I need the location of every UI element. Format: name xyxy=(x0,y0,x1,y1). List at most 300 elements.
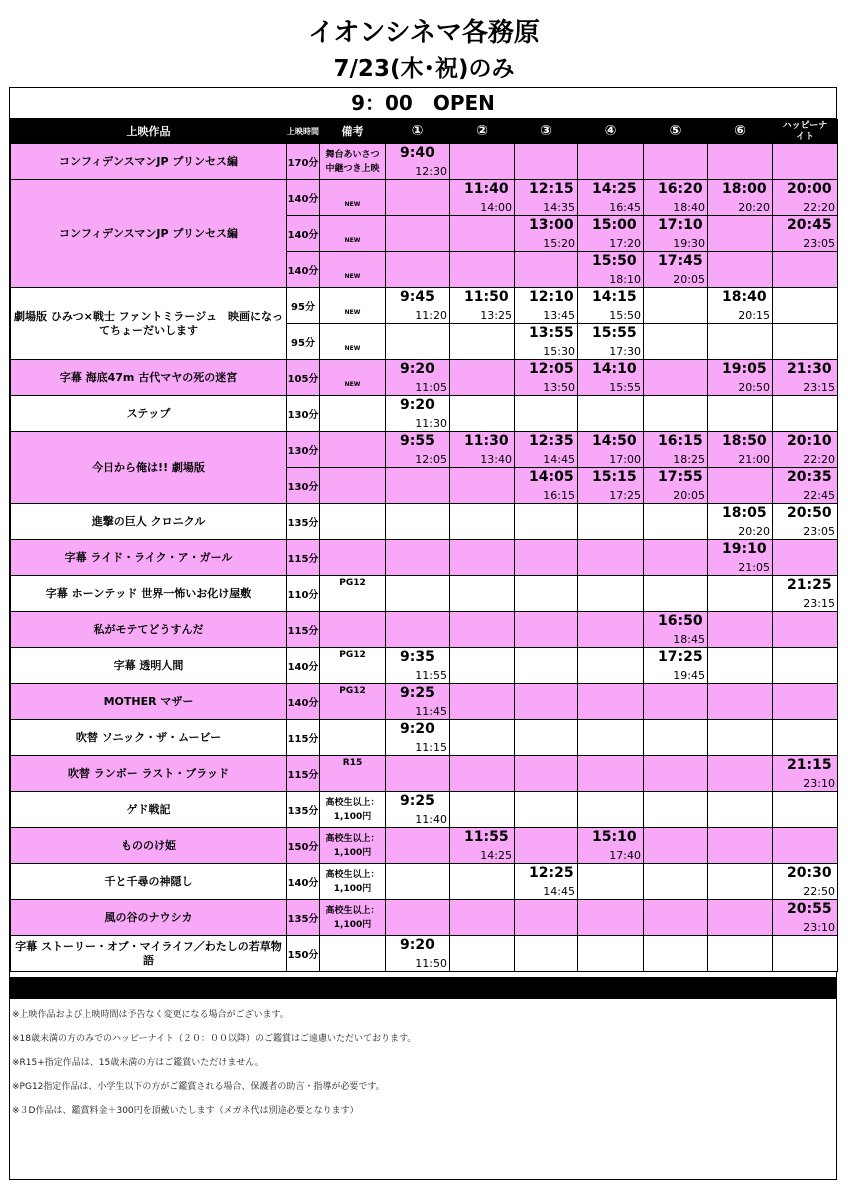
showtime-slot xyxy=(450,648,515,684)
showtime-slot[interactable] xyxy=(515,216,578,252)
showtime-slot xyxy=(386,468,450,504)
showtime-slot[interactable] xyxy=(773,432,838,468)
end-time: 23:10 xyxy=(803,921,835,934)
note xyxy=(320,792,386,828)
end-time: 13:50 xyxy=(543,381,575,394)
end-time: 15:55 xyxy=(609,381,641,394)
start-time: 11:30 xyxy=(464,433,509,449)
showtime-slot[interactable] xyxy=(578,180,644,216)
end-time: 23:15 xyxy=(803,597,835,610)
start-time: 14:15 xyxy=(592,289,637,305)
note-text: NEW xyxy=(344,309,361,316)
start-time: 18:00 xyxy=(722,181,767,197)
showtime-slot[interactable] xyxy=(386,720,450,756)
showtime-slot xyxy=(450,144,515,180)
showtime-slot xyxy=(578,684,644,720)
schedule-row xyxy=(11,144,838,180)
end-time: 18:25 xyxy=(673,453,705,466)
note xyxy=(320,612,386,648)
movie-title: 字幕 ライド・ライク・ア・ガール xyxy=(11,540,287,576)
end-time: 20:50 xyxy=(738,381,770,394)
note xyxy=(320,756,386,792)
showtime-slot xyxy=(515,684,578,720)
showtime-slot[interactable] xyxy=(450,180,515,216)
showtime-slot[interactable] xyxy=(708,504,773,540)
showtime-slot[interactable] xyxy=(578,432,644,468)
footer-bar xyxy=(10,977,837,999)
note xyxy=(320,396,386,432)
showtime-slot xyxy=(386,180,450,216)
movie-title: ステップ xyxy=(11,396,287,432)
note-line: ※R15+指定作品は、15歳未満の方はご鑑賞いただけません。 xyxy=(12,1058,264,1068)
showtime-slot[interactable] xyxy=(773,504,838,540)
showtime-slot xyxy=(386,756,450,792)
showtime-slot[interactable] xyxy=(450,828,515,864)
note-text: 1,100円 xyxy=(333,883,372,894)
showtime-slot[interactable] xyxy=(644,216,708,252)
showtime-slot xyxy=(450,684,515,720)
end-time: 23:05 xyxy=(803,525,835,538)
end-time: 23:05 xyxy=(803,237,835,250)
start-time: 11:50 xyxy=(464,289,509,305)
showtime-slot xyxy=(450,720,515,756)
start-time: 9:55 xyxy=(400,433,435,449)
header-title: 上映作品 xyxy=(11,120,287,144)
note xyxy=(320,900,386,936)
showtime-slot[interactable] xyxy=(578,360,644,396)
showtime-slot xyxy=(386,612,450,648)
end-time: 22:20 xyxy=(803,201,835,214)
showtime-slot xyxy=(450,540,515,576)
start-time: 9:25 xyxy=(400,685,435,701)
schedule-row xyxy=(11,396,838,432)
header-screen-4: ④ xyxy=(578,120,644,144)
showtime-slot xyxy=(644,684,708,720)
runtime: 140分 xyxy=(287,684,320,720)
movie-title: 劇場版 ひみつ×戦士 ファントミラージュ 映画になってちょーだいします xyxy=(11,288,287,360)
schedule-row xyxy=(11,684,838,720)
movie-title: 千と千尋の神隠し xyxy=(11,864,287,900)
showtime-slot xyxy=(708,216,773,252)
end-time: 11:45 xyxy=(415,705,447,718)
showtime-slot xyxy=(578,504,644,540)
showtime-slot xyxy=(708,792,773,828)
showtime-slot[interactable] xyxy=(708,432,773,468)
start-time: 21:30 xyxy=(787,361,832,377)
showtime-slot xyxy=(450,468,515,504)
showtime-slot xyxy=(515,792,578,828)
showtime-slot[interactable] xyxy=(386,792,450,828)
end-time: 19:45 xyxy=(673,669,705,682)
note-text: 1,100円 xyxy=(333,811,372,822)
start-time: 20:35 xyxy=(787,469,832,485)
showtime-slot xyxy=(773,648,838,684)
showtime-slot xyxy=(708,324,773,360)
showtime-slot[interactable] xyxy=(515,432,578,468)
showtime-slot xyxy=(578,648,644,684)
end-time: 16:45 xyxy=(609,201,641,214)
start-time: 9:35 xyxy=(400,649,435,665)
showtime-slot[interactable] xyxy=(708,180,773,216)
showtime-slot xyxy=(386,216,450,252)
start-time: 9:20 xyxy=(400,721,435,737)
showtime-slot xyxy=(450,252,515,288)
start-time: 20:30 xyxy=(787,865,832,881)
note xyxy=(320,144,386,180)
showtime-slot[interactable] xyxy=(578,252,644,288)
end-time: 22:50 xyxy=(803,885,835,898)
note xyxy=(320,432,386,468)
notes-block xyxy=(12,1003,832,1123)
cinema-title: イオンシネマ各務原 xyxy=(308,18,540,48)
showtime-slot xyxy=(644,540,708,576)
showtime-slot xyxy=(515,504,578,540)
showtime-slot[interactable] xyxy=(644,180,708,216)
showtime-slot[interactable] xyxy=(708,540,773,576)
note-text: 高校生以上： xyxy=(325,833,380,844)
note-line: ※PG12指定作品は、小学生以下の方がご鑑賞される場合、保護者の助言・指導が必要です。 xyxy=(12,1082,385,1092)
showtime-slot xyxy=(515,252,578,288)
showtime-slot xyxy=(773,612,838,648)
showtime-slot xyxy=(644,792,708,828)
showtime-slot[interactable] xyxy=(450,432,515,468)
showtime-slot xyxy=(450,792,515,828)
end-time: 21:00 xyxy=(738,453,770,466)
showtime-slot xyxy=(450,396,515,432)
showtime-slot xyxy=(644,756,708,792)
start-time: 9:40 xyxy=(400,145,435,161)
note-text: 高校生以上： xyxy=(325,797,380,808)
showtime-slot xyxy=(386,252,450,288)
end-time: 17:30 xyxy=(609,345,641,358)
showtime-slot xyxy=(450,864,515,900)
showtime-slot xyxy=(708,144,773,180)
showtime-slot xyxy=(644,396,708,432)
showtime-slot xyxy=(515,936,578,972)
showtime-slot[interactable] xyxy=(644,612,708,648)
showtime-slot[interactable] xyxy=(708,288,773,324)
showtime-slot[interactable] xyxy=(386,684,450,720)
schedule-row xyxy=(11,936,838,972)
showtime-slot xyxy=(386,576,450,612)
showtime-slot[interactable] xyxy=(773,180,838,216)
note-text: 舞台あいさつ xyxy=(325,149,380,160)
end-time: 17:40 xyxy=(609,849,641,862)
start-time: 17:10 xyxy=(658,217,703,233)
movie-title: コンフィデンスマンJP プリンセス編 xyxy=(11,144,287,180)
showtime-slot[interactable] xyxy=(515,180,578,216)
end-time: 14:45 xyxy=(543,453,575,466)
start-time: 15:00 xyxy=(592,217,637,233)
note-text: NEW xyxy=(344,381,361,388)
start-time: 15:50 xyxy=(592,253,637,269)
start-time: 16:50 xyxy=(658,613,703,629)
start-time: 12:35 xyxy=(529,433,574,449)
schedule-row xyxy=(11,432,838,468)
header-note: 備考 xyxy=(320,120,386,144)
end-time: 20:05 xyxy=(673,273,705,286)
start-time: 17:45 xyxy=(658,253,703,269)
header-screen-6: ⑥ xyxy=(708,120,773,144)
movie-title: 進撃の巨人 クロニクル xyxy=(11,504,287,540)
end-time: 20:20 xyxy=(738,201,770,214)
showtime-slot xyxy=(644,288,708,324)
schedule-row xyxy=(11,504,838,540)
end-time: 20:15 xyxy=(738,309,770,322)
runtime: 140分 xyxy=(287,864,320,900)
note xyxy=(320,936,386,972)
runtime: 130分 xyxy=(287,432,320,468)
start-time: 21:15 xyxy=(787,757,832,773)
showtime-slot xyxy=(644,864,708,900)
showtime-slot xyxy=(644,936,708,972)
end-time: 18:10 xyxy=(609,273,641,286)
showtime-slot[interactable] xyxy=(386,432,450,468)
header-screen-2: ② xyxy=(450,120,515,144)
end-time: 19:30 xyxy=(673,237,705,250)
showtime-slot[interactable] xyxy=(386,288,450,324)
start-time: 18:05 xyxy=(722,505,767,521)
note xyxy=(320,684,386,720)
movie-title: もののけ姫 xyxy=(11,828,287,864)
header-screen-1: ① xyxy=(386,120,450,144)
runtime: 95分 xyxy=(287,324,320,360)
note xyxy=(320,324,386,360)
showtime-slot[interactable] xyxy=(578,468,644,504)
start-time: 9:25 xyxy=(400,793,435,809)
note-line: ※上映作品および上映時間は予告なく変更になる場合がございます。 xyxy=(12,1010,289,1020)
showtime-slot xyxy=(773,684,838,720)
showtime-slot xyxy=(773,324,838,360)
movie-title: 字幕 ホーンテッド 世界一怖いお化け屋敷 xyxy=(11,576,287,612)
end-time: 11:40 xyxy=(415,813,447,826)
showtime-slot[interactable] xyxy=(578,216,644,252)
showtime-slot xyxy=(578,612,644,648)
showtime-slot[interactable] xyxy=(708,360,773,396)
start-time: 13:00 xyxy=(529,217,574,233)
showtime-slot[interactable] xyxy=(773,360,838,396)
showtime-slot xyxy=(773,936,838,972)
showtime-slot xyxy=(578,864,644,900)
showtime-slot[interactable] xyxy=(644,252,708,288)
showtime-slot xyxy=(578,900,644,936)
note-text: 1,100円 xyxy=(333,847,372,858)
end-time: 23:10 xyxy=(803,777,835,790)
start-time: 14:50 xyxy=(592,433,637,449)
end-time: 16:15 xyxy=(543,489,575,502)
showtime-slot xyxy=(708,900,773,936)
end-time: 12:05 xyxy=(415,453,447,466)
start-time: 14:10 xyxy=(592,361,637,377)
showtime-slot[interactable] xyxy=(386,360,450,396)
end-time: 14:00 xyxy=(480,201,512,214)
showtime-slot xyxy=(644,504,708,540)
runtime: 135分 xyxy=(287,504,320,540)
showtime-slot xyxy=(386,324,450,360)
schedule-row xyxy=(11,612,838,648)
showtime-slot xyxy=(515,720,578,756)
note xyxy=(320,504,386,540)
runtime: 150分 xyxy=(287,828,320,864)
showtime-slot[interactable] xyxy=(515,288,578,324)
end-time: 23:15 xyxy=(803,381,835,394)
note-text: PG12 xyxy=(339,578,366,588)
showtime-slot[interactable] xyxy=(515,324,578,360)
runtime: 140分 xyxy=(287,180,320,216)
showtime-slot xyxy=(450,936,515,972)
schedule-row xyxy=(11,828,838,864)
note xyxy=(320,180,386,216)
showtime-slot xyxy=(515,144,578,180)
start-time: 19:10 xyxy=(722,541,767,557)
end-time: 18:40 xyxy=(673,201,705,214)
movie-title: コンフィデンスマンJP プリンセス編 xyxy=(11,180,287,288)
header-screen-3: ③ xyxy=(515,120,578,144)
showtime-slot[interactable] xyxy=(578,828,644,864)
start-time: 12:10 xyxy=(529,289,574,305)
note xyxy=(320,864,386,900)
showtime-slot xyxy=(708,252,773,288)
showtime-slot[interactable] xyxy=(386,396,450,432)
showtime-slot xyxy=(578,144,644,180)
note xyxy=(320,252,386,288)
schedule-row xyxy=(11,180,838,216)
start-time: 12:05 xyxy=(529,361,574,377)
showtime-slot xyxy=(450,324,515,360)
schedule-row xyxy=(11,792,838,828)
showtime-slot[interactable] xyxy=(644,648,708,684)
showtime-slot xyxy=(773,792,838,828)
showtime-slot[interactable] xyxy=(773,576,838,612)
note-line: ※３D作品は、鑑賞料金＋300円を頂戴いたします（メガネ代は別途必要となります） xyxy=(12,1106,359,1116)
showtime-slot xyxy=(386,540,450,576)
end-time: 17:25 xyxy=(609,489,641,502)
end-time: 14:35 xyxy=(543,201,575,214)
note xyxy=(320,648,386,684)
showtime-slot xyxy=(578,540,644,576)
runtime: 140分 xyxy=(287,216,320,252)
start-time: 18:40 xyxy=(722,289,767,305)
end-time: 14:25 xyxy=(480,849,512,862)
showtime-slot xyxy=(578,396,644,432)
showtime-slot xyxy=(515,828,578,864)
showtime-slot xyxy=(708,576,773,612)
note xyxy=(320,216,386,252)
showtime-slot[interactable] xyxy=(578,288,644,324)
end-time: 21:05 xyxy=(738,561,770,574)
note xyxy=(320,576,386,612)
start-time: 14:05 xyxy=(529,469,574,485)
end-time: 13:25 xyxy=(480,309,512,322)
showtime-slot[interactable] xyxy=(773,468,838,504)
showtime-slot[interactable] xyxy=(515,468,578,504)
showtime-slot xyxy=(644,576,708,612)
showtime-slot xyxy=(773,144,838,180)
note-text: 高校生以上： xyxy=(325,905,380,916)
runtime: 135分 xyxy=(287,900,320,936)
movie-title: 今日から俺は!! 劇場版 xyxy=(11,432,287,504)
showtime-slot[interactable] xyxy=(773,216,838,252)
schedule-row xyxy=(11,864,838,900)
showtime-slot xyxy=(450,504,515,540)
showtime-slot xyxy=(515,756,578,792)
note xyxy=(320,540,386,576)
end-time: 20:05 xyxy=(673,489,705,502)
start-time: 14:25 xyxy=(592,181,637,197)
showtime-slot xyxy=(386,900,450,936)
note xyxy=(320,468,386,504)
showtime-slot[interactable] xyxy=(386,936,450,972)
showtime-slot[interactable] xyxy=(644,468,708,504)
start-time: 15:55 xyxy=(592,325,637,341)
showtime-slot xyxy=(450,900,515,936)
showtime-slot xyxy=(773,252,838,288)
showtime-slot xyxy=(644,720,708,756)
note-line: ※18歳未満の方のみでのハッピーナイト（２０：００以降）のご鑑賞はご遠慮いただいております。 xyxy=(12,1034,417,1044)
showtime-slot[interactable] xyxy=(450,288,515,324)
start-time: 12:25 xyxy=(529,865,574,881)
note xyxy=(320,288,386,324)
note-text: NEW xyxy=(344,345,361,352)
schedule-row xyxy=(11,360,838,396)
showtime-slot[interactable] xyxy=(773,864,838,900)
end-time: 22:45 xyxy=(803,489,835,502)
showtime-slot xyxy=(386,864,450,900)
end-time: 15:20 xyxy=(543,237,575,250)
showtime-slot xyxy=(578,936,644,972)
showtime-slot[interactable] xyxy=(386,648,450,684)
start-time: 11:55 xyxy=(464,829,509,845)
showtime-slot xyxy=(708,828,773,864)
showtime-slot xyxy=(773,828,838,864)
showtime-slot[interactable] xyxy=(515,360,578,396)
showtime-slot xyxy=(515,576,578,612)
showtime-slot[interactable] xyxy=(386,144,450,180)
note xyxy=(320,360,386,396)
runtime: 115分 xyxy=(287,612,320,648)
movie-title: 字幕 海底47m 古代マヤの死の迷宮 xyxy=(11,360,287,396)
end-time: 12:30 xyxy=(415,165,447,178)
start-time: 20:00 xyxy=(787,181,832,197)
end-time: 17:00 xyxy=(609,453,641,466)
note-text: PG12 xyxy=(339,686,366,696)
showtime-slot xyxy=(773,720,838,756)
start-time: 15:15 xyxy=(592,469,637,485)
showtime-slot[interactable] xyxy=(515,864,578,900)
runtime: 140分 xyxy=(287,648,320,684)
showtime-slot[interactable] xyxy=(773,756,838,792)
showtime-slot[interactable] xyxy=(644,432,708,468)
showtime-slot xyxy=(773,540,838,576)
note-text: 中継つき上映 xyxy=(325,163,380,174)
showtime-slot xyxy=(450,756,515,792)
header-row xyxy=(11,120,838,144)
schedule-row xyxy=(11,720,838,756)
end-time: 20:20 xyxy=(738,525,770,538)
end-time: 11:50 xyxy=(415,957,447,970)
showtime-slot[interactable] xyxy=(773,900,838,936)
schedule-row xyxy=(11,288,838,324)
showtime-slot xyxy=(515,540,578,576)
showtime-slot xyxy=(708,612,773,648)
showtime-slot xyxy=(644,144,708,180)
start-time: 15:10 xyxy=(592,829,637,845)
showtime-slot[interactable] xyxy=(578,324,644,360)
runtime: 135分 xyxy=(287,792,320,828)
runtime: 115分 xyxy=(287,540,320,576)
showtime-slot xyxy=(644,828,708,864)
end-time: 18:45 xyxy=(673,633,705,646)
